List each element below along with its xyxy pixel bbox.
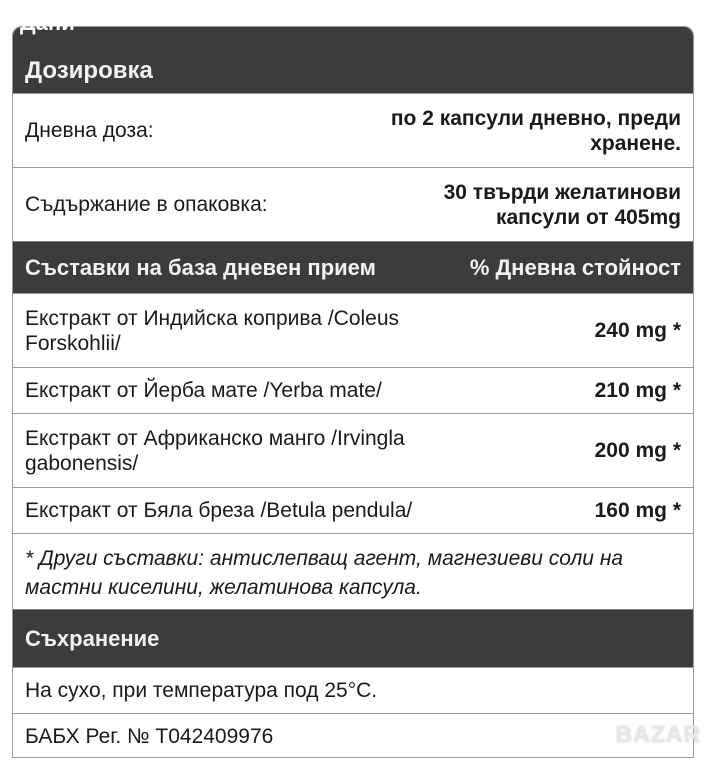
- package-content-value: 30 твърди желатинови капсули от 405mg: [443, 180, 681, 229]
- daily-dose-value: по 2 капсули дневно, преди хранене.: [390, 106, 681, 155]
- ingredients-header-left: Съставки на база дневен прием: [25, 254, 376, 280]
- ingredient-name: Екстракт от Бяла бреза /Betula pendula/: [25, 499, 413, 522]
- package-content-label: Съдържание в опаковка:: [25, 193, 268, 216]
- ingredient-row: [13, 413, 693, 487]
- ingredients-header: [13, 241, 693, 293]
- storage-title: Съхранение: [25, 625, 160, 651]
- ingredient-amount: 210 mg *: [594, 379, 681, 402]
- ingredient-name: Екстракт от Индийска коприва /Coleus Forskohlii/: [25, 306, 400, 355]
- ingredient-amount: 240 mg *: [594, 319, 681, 342]
- product-info-panel: [12, 26, 694, 758]
- storage-condition-row: [13, 667, 693, 713]
- other-ingredients-note: * Други съставки: антислепващ агент, магнезиеви соли на мастни киселини, желатинова капсула.: [13, 533, 693, 609]
- daily-dose-label: Дневна доза:: [25, 119, 154, 142]
- ingredient-name: Екстракт от Африканско манго /Irvingla gabonensis/: [25, 426, 405, 475]
- ingredients-header-right: % Дневна стойност: [469, 254, 681, 280]
- daily-dose-row: [13, 93, 693, 167]
- dosage-title: Дозировка: [25, 57, 153, 84]
- ingredient-row: [13, 293, 693, 367]
- ingredient-amount: 200 mg *: [594, 439, 681, 462]
- cutoff-title: Дани: [20, 10, 75, 35]
- ingredient-amount: 160 mg *: [594, 499, 681, 522]
- registration-row: [13, 713, 693, 758]
- ingredient-row: [13, 487, 693, 533]
- registration-number: БАБХ Рег. № Т042409976: [25, 725, 274, 748]
- storage-header: [13, 609, 693, 667]
- package-content-row: [13, 167, 693, 241]
- storage-condition: На сухо, при температура под 25°C.: [25, 679, 378, 702]
- ingredient-row: [13, 367, 693, 413]
- watermark-logo: BAZAR: [615, 721, 701, 747]
- ingredient-name: Екстракт от Йерба мате /Yerba mate/: [25, 379, 382, 402]
- dosage-header: [13, 27, 693, 93]
